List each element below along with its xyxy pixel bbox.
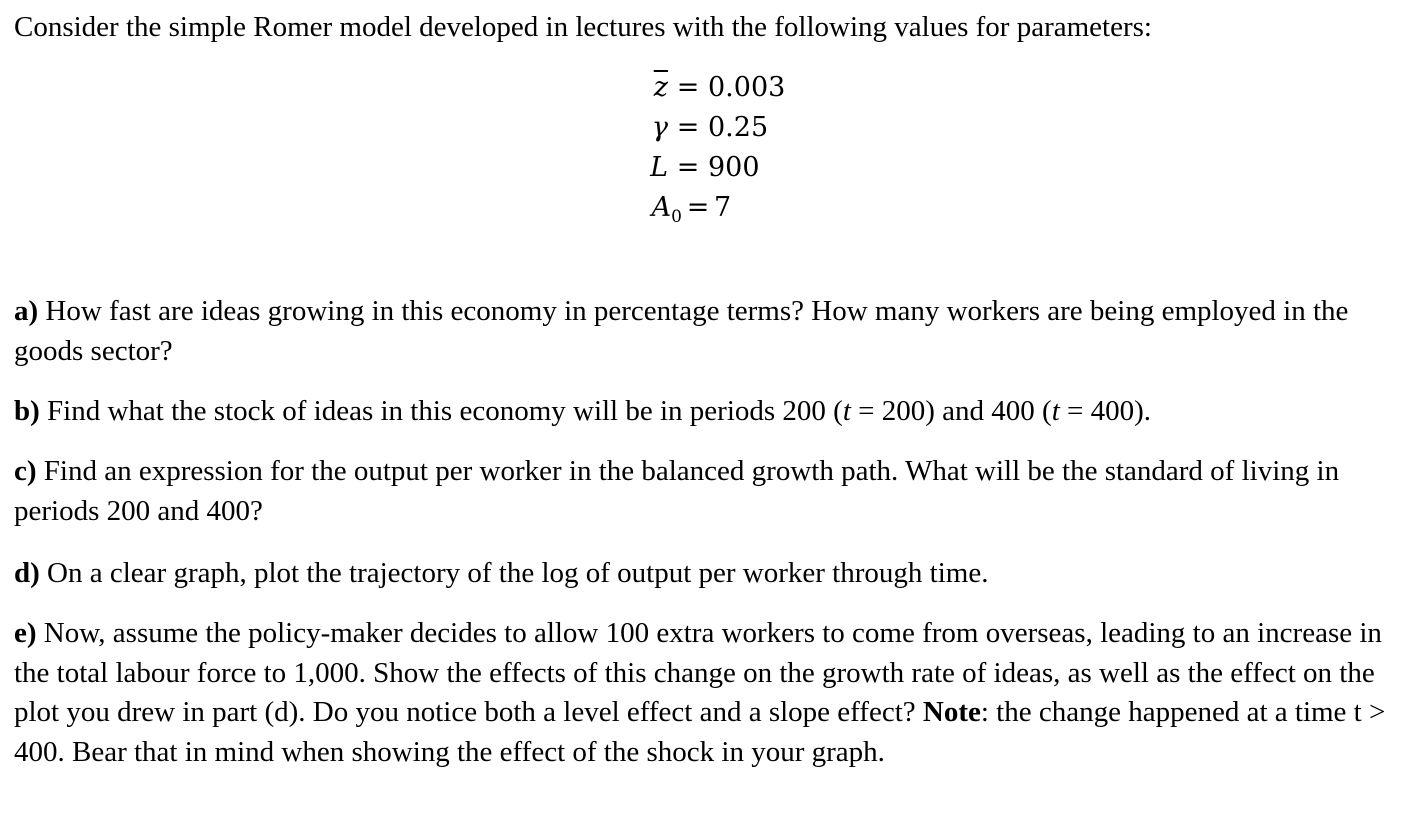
param-l — [642, 148, 760, 188]
param-equals: = — [676, 152, 700, 183]
param-value: 7 — [714, 192, 732, 223]
question-text: : the change happened at a time t > 400. Bear that in mind when showing the effect of the shock in your graph. — [14, 696, 1386, 768]
param-subscript: 0 — [671, 207, 682, 227]
param-symbol: $\overline{z}$ — [653, 72, 668, 103]
question-text: = 400). — [1059, 395, 1152, 427]
param-symbol: A — [651, 192, 672, 223]
param-value: 900 — [708, 152, 760, 183]
param-symbol: γ — [651, 112, 668, 143]
question-label: e) — [14, 617, 37, 649]
param-value: 0.25 — [708, 112, 769, 143]
question-label: b) — [14, 395, 40, 427]
note-label: Note — [922, 696, 981, 728]
question-text: Find what the stock of ideas in this economy will be in periods 200 ( — [47, 395, 843, 427]
param-symbol: L — [650, 152, 668, 183]
question-label: c) — [14, 455, 37, 487]
param-z-bar — [642, 68, 785, 108]
question-a — [14, 292, 1410, 371]
question-text: Now, assume the policy-maker decides to allow 100 extra workers to come from overseas, leading to an increase in the total labour force to 1,000. Show the effects of this change on the growth rate of ideas, as well as the effect on the plot you drew in part (d). Do you notice both a level effect and a slope effect? — [14, 617, 1382, 728]
param-symbol-wrap — [642, 188, 682, 228]
question-label: a) — [14, 295, 39, 327]
question-text: Find an expression for the output per worker in the balanced growth path. What will be the standard of living in periods 200 and 400? — [14, 455, 1340, 527]
question-text: On a clear graph, plot the trajectory of the log of output per worker through time. — [47, 557, 989, 589]
question-e — [14, 614, 1410, 772]
question-text: = 200) and 400 ( — [850, 395, 1052, 427]
question-d — [14, 554, 1410, 594]
param-value: 0.003 — [708, 72, 786, 103]
param-equals: = — [676, 112, 700, 143]
question-text: How fast are ideas growing in this economy in percentage terms? How many workers are being employed in the goods sector? — [14, 295, 1349, 367]
param-gamma — [642, 108, 768, 148]
question-c — [14, 452, 1410, 531]
param-a0 — [642, 188, 731, 228]
question-label: d) — [14, 557, 40, 589]
time-variable: t — [842, 395, 851, 427]
intro-text: Consider the simple Romer model developed in lectures with the following values for parameters: — [14, 11, 1152, 43]
question-b — [14, 392, 1410, 432]
param-equals: = — [686, 192, 710, 223]
time-variable: t — [1051, 395, 1060, 427]
param-equals: = — [676, 72, 700, 103]
